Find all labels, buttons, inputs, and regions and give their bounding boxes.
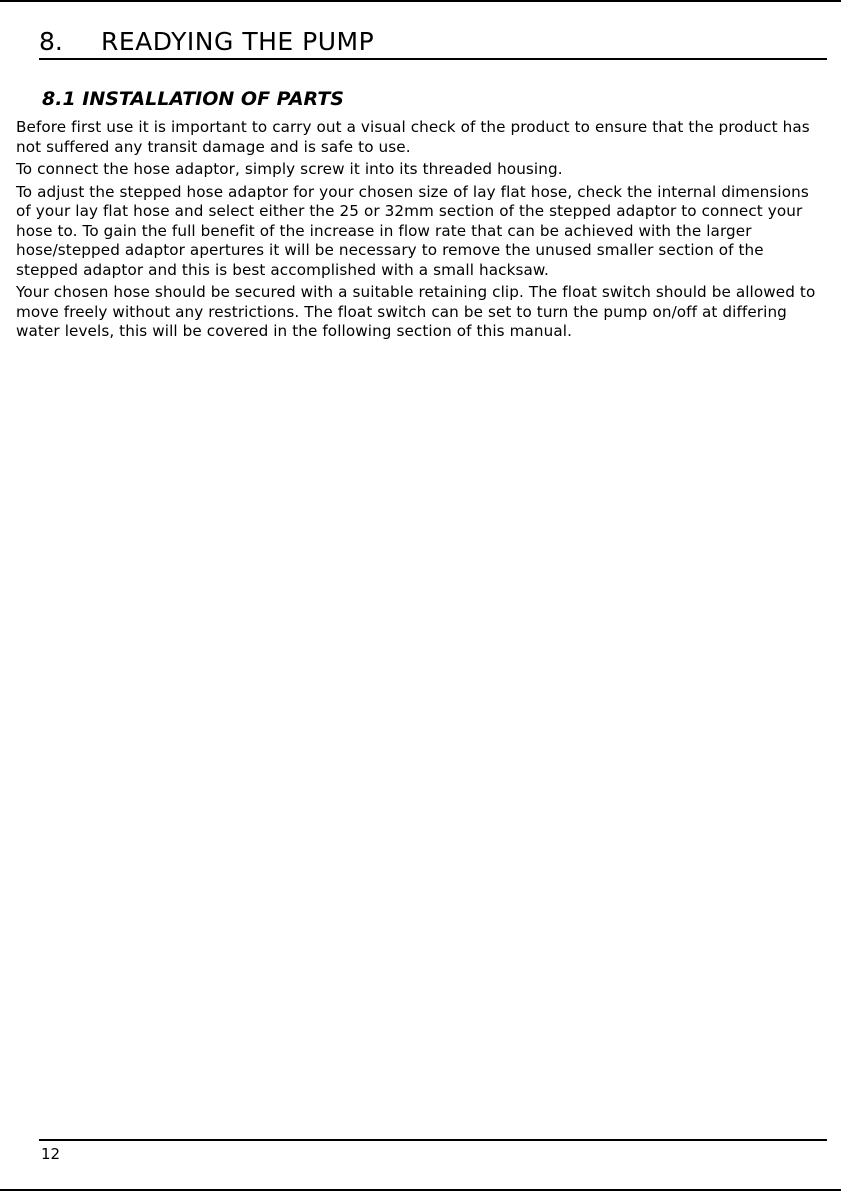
paragraph-float-switch: Your chosen hose should be secured with a suitable retaining clip. The float switch should be allowed to move freely without any restrictions. The float switch can be set to turn the pump on/off at differing water levels, this will be covered in the following section of this manual. <box>16 283 816 340</box>
paragraph-visual-check: Before first use it is important to carry out a visual check of the product to ensure that the product has not suffered any transit damage and is safe to use. <box>16 118 810 156</box>
section-title: READYING THE PUMP <box>101 27 375 56</box>
section-heading <box>39 26 827 60</box>
page-number: 12 <box>41 1145 61 1163</box>
paragraph-connect-adaptor: To connect the hose adaptor, simply screw it into its threaded housing. <box>16 160 563 178</box>
paragraph-stepped-adaptor: To adjust the stepped hose adaptor for your chosen size of lay flat hose, check the internal dimensions of your lay flat hose and select either the 25 or 32mm section of the stepped adaptor to connect your hose to. To gain the full benefit of the increase in flow rate that can be achieved with the larger hose/stepped adaptor apertures it will be necessary to remove the unused smaller section of the stepped adaptor and this is best accomplished with a small hacksaw. <box>16 182 809 279</box>
section-number: 8. <box>39 27 63 56</box>
subsection-title: 8.1 INSTALLATION OF PARTS <box>42 88 344 110</box>
footer-rule <box>39 1139 827 1141</box>
body-text <box>16 118 828 345</box>
